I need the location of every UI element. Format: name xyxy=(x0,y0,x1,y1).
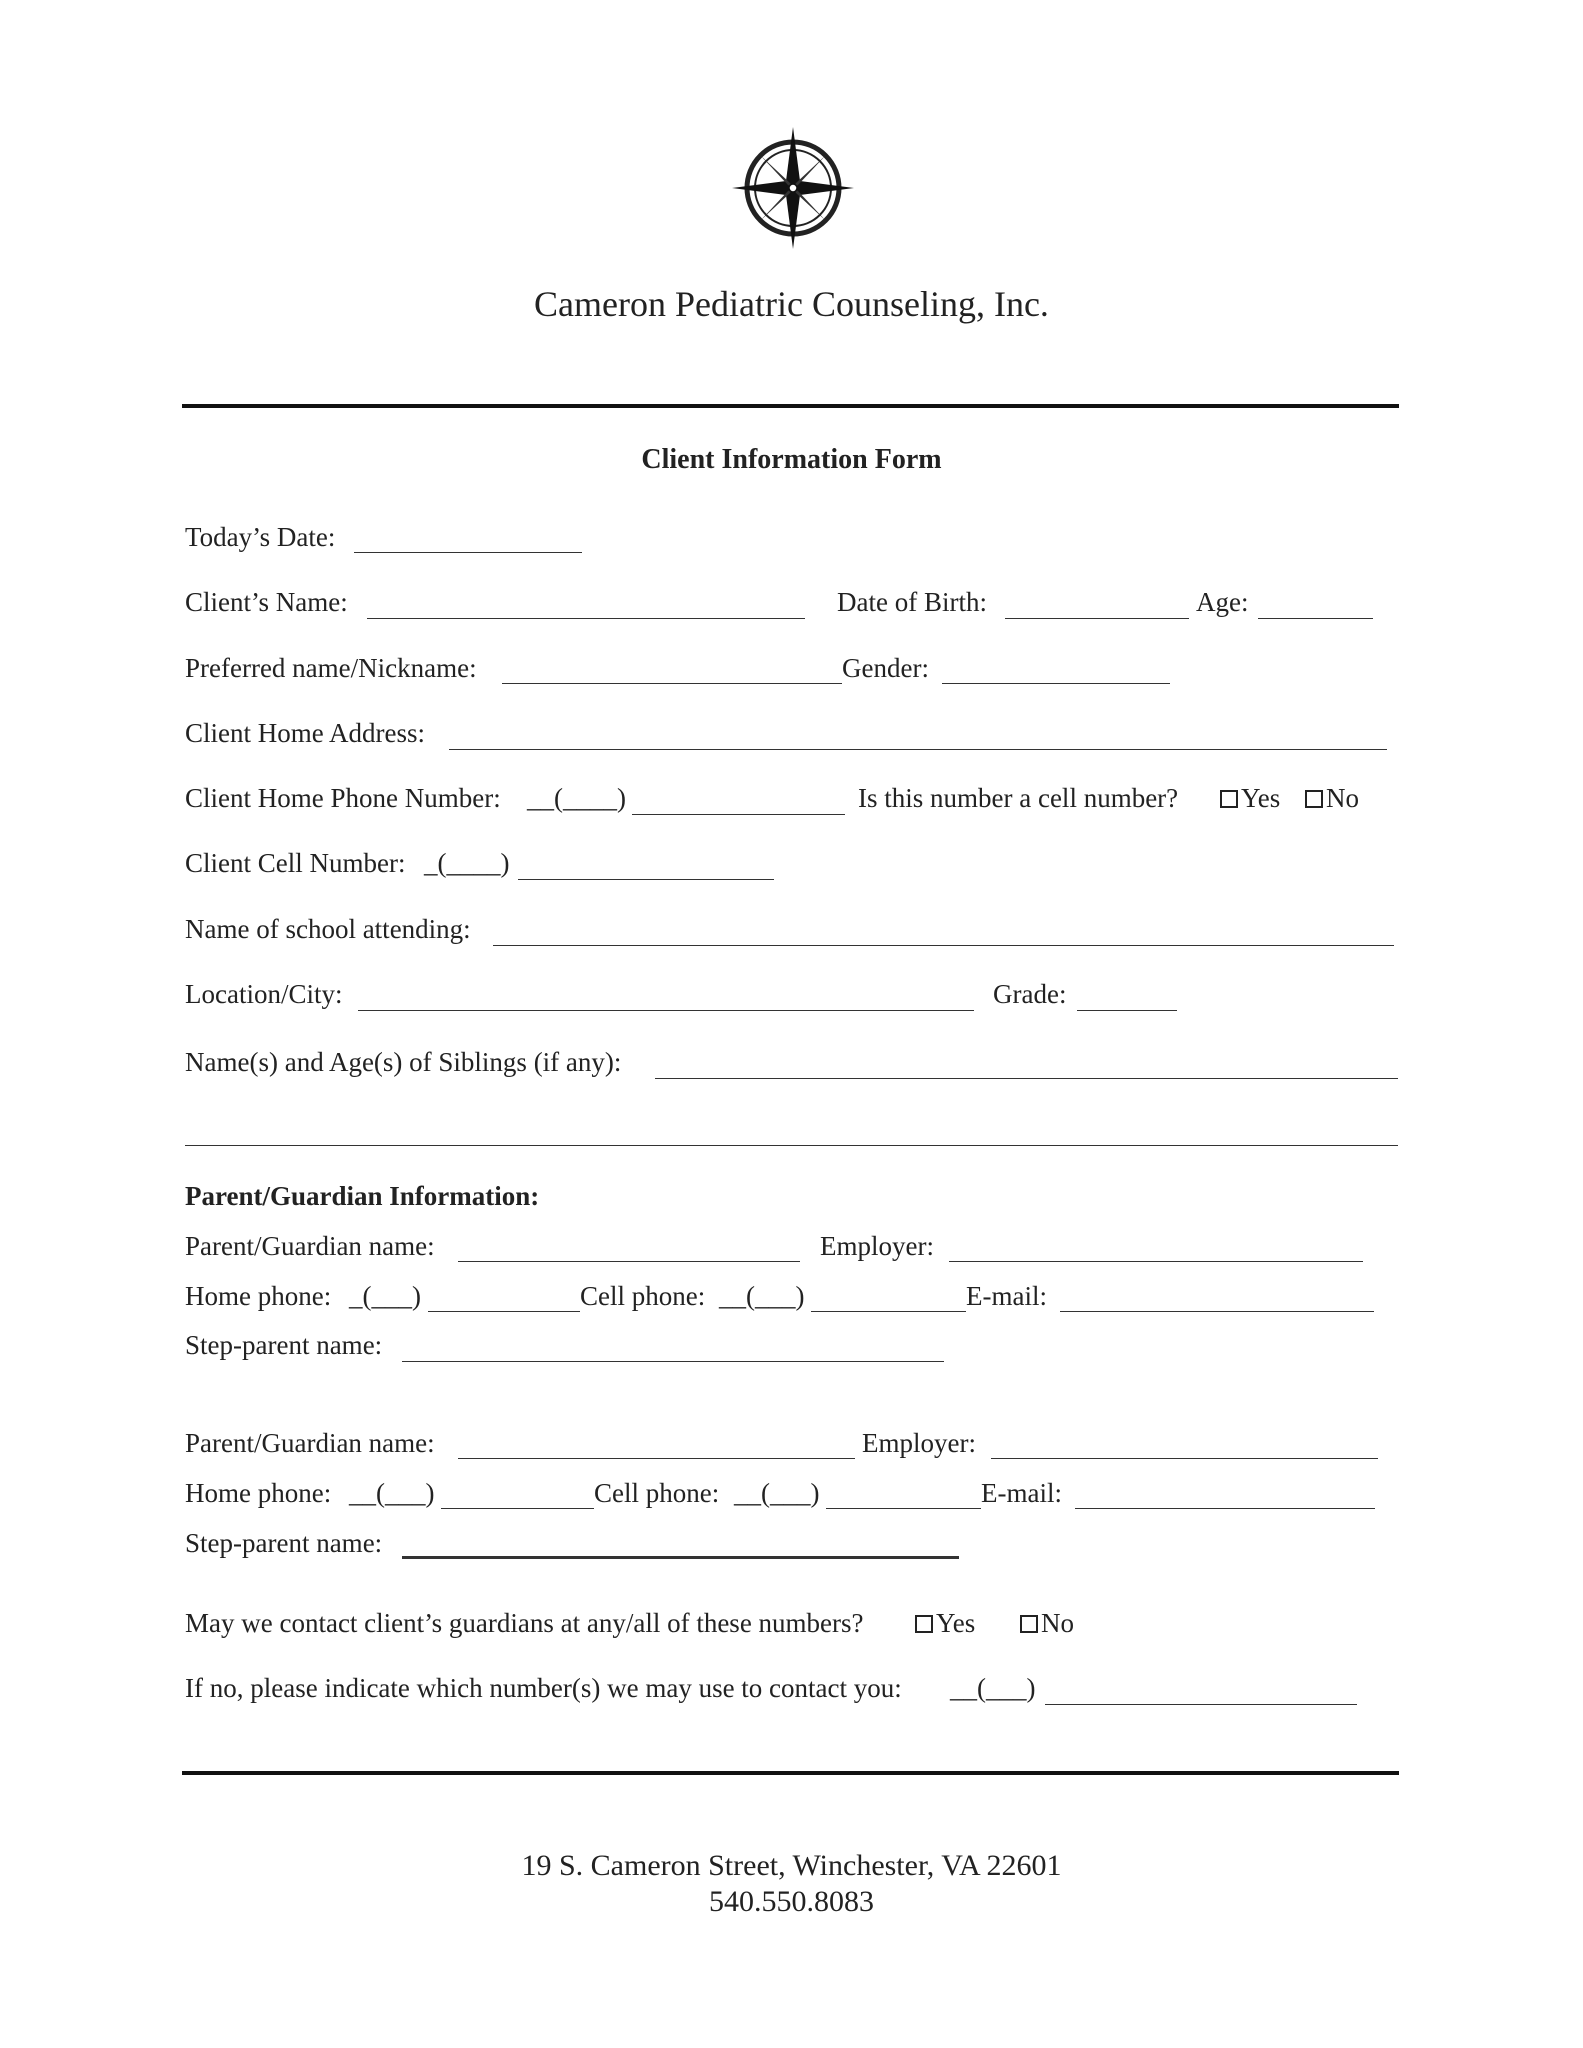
age-label: Age: xyxy=(1196,587,1249,617)
guardian-2-cell-area-code: __(___) xyxy=(734,1478,820,1508)
preferred-name-label: Preferred name/Nickname: xyxy=(185,653,477,683)
date-of-birth-label: Date of Birth: xyxy=(837,587,987,617)
preferred-name-field[interactable] xyxy=(502,683,842,684)
siblings-label: Name(s) and Age(s) of Siblings (if any): xyxy=(185,1047,622,1077)
guardian-1-step-parent-field[interactable] xyxy=(402,1361,944,1362)
todays-date-label: Today’s Date: xyxy=(185,522,336,552)
guardian-2-home-phone-field[interactable] xyxy=(441,1508,594,1509)
if-no-phone-field[interactable] xyxy=(1045,1704,1357,1705)
siblings-field-continued[interactable] xyxy=(185,1145,1398,1146)
if-no-label: If no, please indicate which number(s) we may use to contact you: xyxy=(185,1673,902,1703)
no-label: No xyxy=(1326,783,1359,813)
location-label: Location/City: xyxy=(185,979,343,1009)
home-phone-label: Client Home Phone Number: xyxy=(185,783,501,813)
guardian-1-email-field[interactable] xyxy=(1060,1311,1374,1312)
contact-yes-checkbox[interactable] xyxy=(915,1615,933,1633)
guardian-1-home-phone-field[interactable] xyxy=(428,1311,580,1312)
guardian-1-home-phone-label: Home phone: xyxy=(185,1281,332,1311)
home-address-label: Client Home Address: xyxy=(185,718,425,748)
cell-number-area-code: _(____) xyxy=(424,848,510,878)
guardian-2-cell-phone-label: Cell phone: xyxy=(594,1478,720,1508)
footer-address: 19 S. Cameron Street, Winchester, VA 22601 xyxy=(521,1849,1062,1882)
guardian-2-name-field[interactable] xyxy=(458,1458,855,1459)
todays-date-field[interactable] xyxy=(354,552,582,553)
org-name: Cameron Pediatric Counseling, Inc. xyxy=(534,284,1049,324)
guardian-1-cell-area-code: __(___) xyxy=(719,1281,805,1311)
if-no-area-code: __(___) xyxy=(950,1673,1036,1703)
grade-field[interactable] xyxy=(1077,1010,1177,1011)
cell-number-label: Client Cell Number: xyxy=(185,848,406,878)
form-title: Client Information Form xyxy=(641,444,942,475)
guardian-1-name-field[interactable] xyxy=(458,1261,800,1262)
contact-no-checkbox[interactable] xyxy=(1020,1615,1038,1633)
guardian-2-employer-field[interactable] xyxy=(991,1458,1378,1459)
cell-yes-option[interactable] xyxy=(1220,782,1280,814)
footer-phone: 540.550.8083 xyxy=(709,1885,874,1918)
bottom-rule xyxy=(182,1771,1399,1775)
gender-field[interactable] xyxy=(942,683,1170,684)
guardian-2-email-field[interactable] xyxy=(1075,1508,1375,1509)
siblings-field[interactable] xyxy=(655,1078,1398,1079)
yes-checkbox[interactable] xyxy=(1220,790,1238,808)
compass-rose-icon xyxy=(730,125,860,255)
date-of-birth-field[interactable] xyxy=(1005,618,1189,619)
contact-question-label: May we contact client’s guardians at any/all of these numbers? xyxy=(185,1608,864,1638)
guardian-2-employer-label: Employer: xyxy=(862,1428,976,1458)
guardian-2-email-label: E-mail: xyxy=(981,1478,1062,1508)
guardian-1-home-area-code: _(___) xyxy=(349,1281,421,1311)
guardian-1-employer-label: Employer: xyxy=(820,1231,934,1261)
guardian-1-step-parent-label: Step-parent name: xyxy=(185,1330,383,1360)
guardian-2-step-parent-label: Step-parent name: xyxy=(185,1528,383,1558)
school-field[interactable] xyxy=(493,945,1394,946)
guardian-1-cell-phone-field[interactable] xyxy=(811,1311,966,1312)
guardian-2-home-area-code: __(___) xyxy=(349,1478,435,1508)
guardian-2-home-phone-label: Home phone: xyxy=(185,1478,332,1508)
client-name-label: Client’s Name: xyxy=(185,587,348,617)
guardian-section-title: Parent/Guardian Information: xyxy=(185,1181,540,1211)
gender-label: Gender: xyxy=(842,653,929,683)
contact-no-label: No xyxy=(1041,1608,1074,1638)
logo xyxy=(730,125,860,255)
guardian-2-step-parent-field[interactable] xyxy=(402,1556,959,1559)
school-label: Name of school attending: xyxy=(185,914,471,944)
client-name-field[interactable] xyxy=(367,618,805,619)
guardian-1-cell-phone-label: Cell phone: xyxy=(580,1281,706,1311)
contact-yes-option[interactable] xyxy=(915,1607,975,1639)
guardian-1-employer-field[interactable] xyxy=(949,1261,1363,1262)
home-phone-field[interactable] xyxy=(632,814,845,815)
top-rule xyxy=(182,404,1399,408)
location-field[interactable] xyxy=(358,1010,974,1011)
cell-no-option[interactable] xyxy=(1305,782,1359,814)
cell-number-field[interactable] xyxy=(518,879,774,880)
guardian-1-name-label: Parent/Guardian name: xyxy=(185,1231,435,1261)
yes-label: Yes xyxy=(1241,783,1281,813)
contact-yes-label: Yes xyxy=(936,1608,976,1638)
home-address-field[interactable] xyxy=(449,749,1387,750)
contact-no-option[interactable] xyxy=(1020,1607,1074,1639)
home-phone-area-code: __(____) xyxy=(527,783,626,813)
guardian-2-name-label: Parent/Guardian name: xyxy=(185,1428,435,1458)
no-checkbox[interactable] xyxy=(1305,790,1323,808)
grade-label: Grade: xyxy=(993,979,1067,1009)
age-field[interactable] xyxy=(1258,618,1373,619)
guardian-2-cell-phone-field[interactable] xyxy=(826,1508,981,1509)
guardian-1-email-label: E-mail: xyxy=(966,1281,1047,1311)
cell-question-label: Is this number a cell number? xyxy=(858,783,1179,813)
